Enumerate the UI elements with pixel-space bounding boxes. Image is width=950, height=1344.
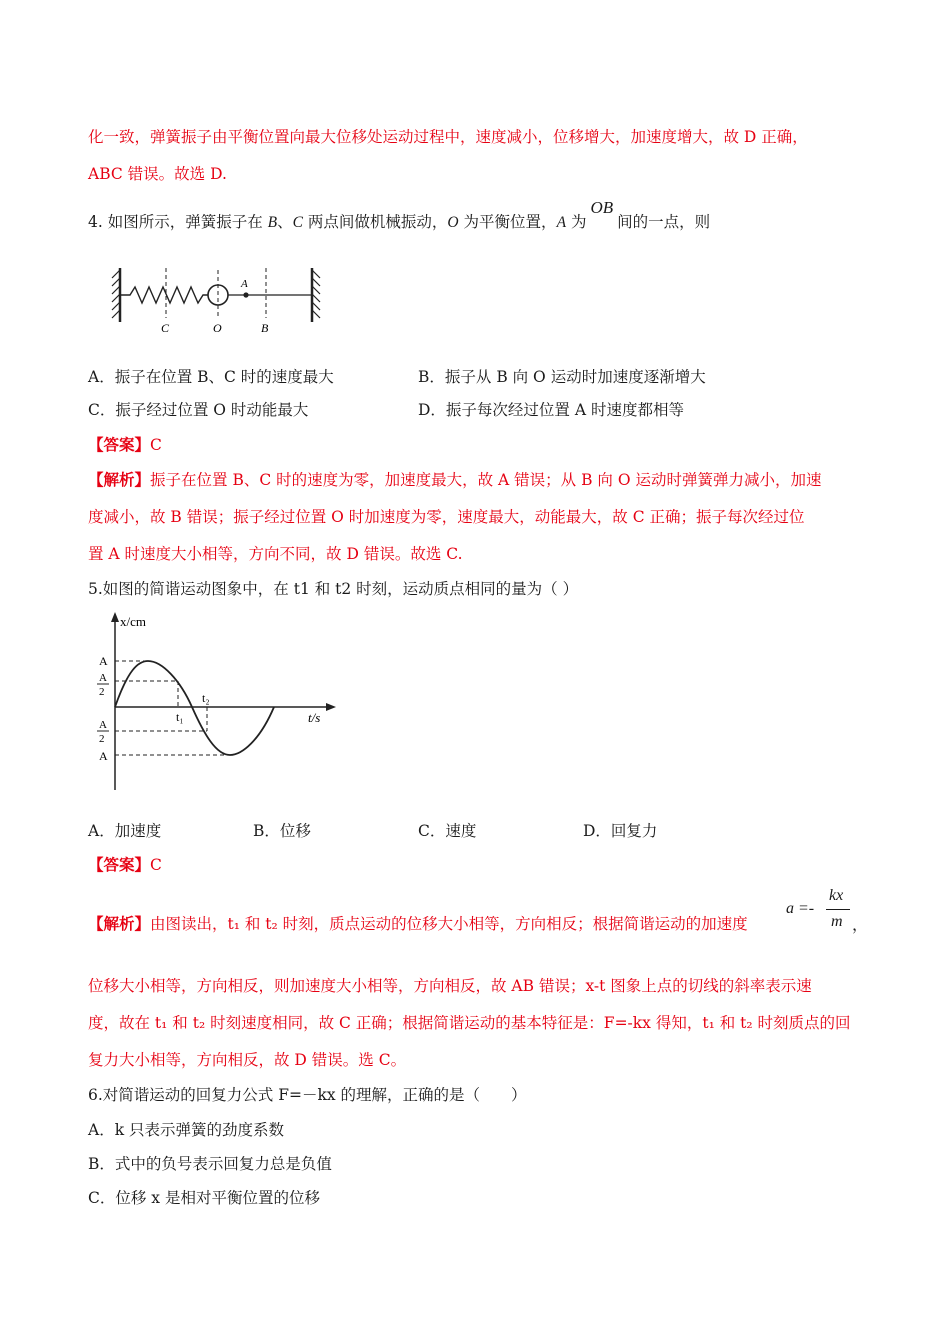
q5-analysis-line-3: 度，故在 t₁ 和 t₂ 时刻速度相同，故 C 正确；根据简谐运动的基本特征是：F=-kx 得知，t₁ 和 t₂ 时刻质点的回 <box>88 1014 851 1032</box>
q5-formula-bar <box>826 909 850 910</box>
q6-option-a: A．k 只表示弹簧的劲度系数 <box>88 1121 285 1139</box>
q6-option-b: B．式中的负号表示回复力总是负值 <box>88 1155 332 1173</box>
q5-option-a: A．加速度 <box>88 822 162 840</box>
q4-answer: 【答案】C <box>88 435 162 454</box>
q5-analysis-line-2: 位移大小相等，方向相反，则加速度大小相等，方向相反，故 AB 错误；x-t 图象上点的切线的斜率表示速 <box>88 977 812 995</box>
q5-analysis-line-4: 复力大小相等，方向相反，故 D 错误。选 C。 <box>88 1051 407 1069</box>
graph-label-half-bot-den: 2 <box>99 733 105 745</box>
graph-x-axis-label: t/s <box>308 710 321 725</box>
graph-label-half-bot-num: A <box>99 719 107 731</box>
q4-analysis-line-2: 度减小，故 B 错误；振子经过位置 O 时加速度为零，速度最大，动能最大，故 C 正确；振子每次经过位 <box>88 508 805 526</box>
q6-option-c: C．位移 x 是相对平衡位置的位移 <box>88 1189 320 1207</box>
q5-formula-tail: ， <box>852 917 869 934</box>
q4-stem: 4. 如图所示，弹簧振子在 B、C 两点间做机械振动，O 为平衡位置，A 为OB间的一点，则 <box>88 198 711 231</box>
q5-option-c: C．速度 <box>418 822 477 840</box>
graph-label-t1: t₁ <box>176 710 184 724</box>
q4-spring-figure <box>90 250 360 345</box>
q4-analysis-line-1: 【解析】振子在位置 B、C 时的速度为零，加速度最大，故 A 错误；从 B 向 O 运动时弹簧弹力减小，加速 <box>88 470 822 489</box>
q5-stem: 5.如图的简谐运动图象中，在 t1 和 t2 时刻，运动质点相同的量为（ ） <box>88 580 579 598</box>
q5-answer: 【答案】C <box>88 855 162 874</box>
q4-option-a: A．振子在位置 B、C 时的速度最大 <box>88 368 334 386</box>
q5-option-b: B．位移 <box>253 822 311 840</box>
q4-option-d: D．振子每次经过位置 A 时速度都相等 <box>418 401 684 419</box>
carryover-line-2: ABC 错误。故选 D. <box>88 165 227 183</box>
q6-stem: 6.对简谐运动的回复力公式 F=－kx 的理解，正确的是（ ） <box>88 1086 527 1104</box>
q4-option-b: B．振子从 B 向 O 运动时加速度逐渐增大 <box>418 368 706 386</box>
q4-analysis-line-3: 置 A 时速度大小相等，方向不同，故 D 错误。故选 C. <box>88 545 463 563</box>
q5-analysis-line-1: 【解析】由图读出，t₁ 和 t₂ 时刻，质点运动的位移大小相等，方向相反；根据简谐运动的加速度 <box>88 914 748 933</box>
figure-label-B: B <box>261 321 269 335</box>
graph-label-A-top: A <box>99 654 108 668</box>
q5-formula-denominator: m <box>831 913 843 930</box>
carryover-line-1: 化一致，弹簧振子由平衡位置向最大位移处运动过程中，速度减小，位移增大，加速度增大，故 D 正确， <box>88 128 808 146</box>
graph-label-A-bot: A <box>99 749 108 763</box>
graph-label-t2: t₂ <box>202 691 210 705</box>
q5-formula-numerator: kx <box>829 887 844 904</box>
graph-label-half-top-num: A <box>99 672 107 684</box>
q4-option-c: C．振子经过位置 O 时动能最大 <box>88 401 309 419</box>
figure-label-O: O <box>213 321 222 335</box>
q4-segment-OB: OB <box>590 198 614 217</box>
figure-label-A: A <box>241 278 248 290</box>
figure-label-C: C <box>161 321 170 335</box>
graph-sine-curve <box>115 661 274 755</box>
graph-label-half-top-den: 2 <box>99 686 105 698</box>
q5-shm-graph <box>90 610 350 795</box>
q5-option-d: D．回复力 <box>583 822 658 840</box>
q5-formula-lhs: a =- <box>786 900 815 917</box>
graph-y-axis-label: x/cm <box>120 614 146 629</box>
